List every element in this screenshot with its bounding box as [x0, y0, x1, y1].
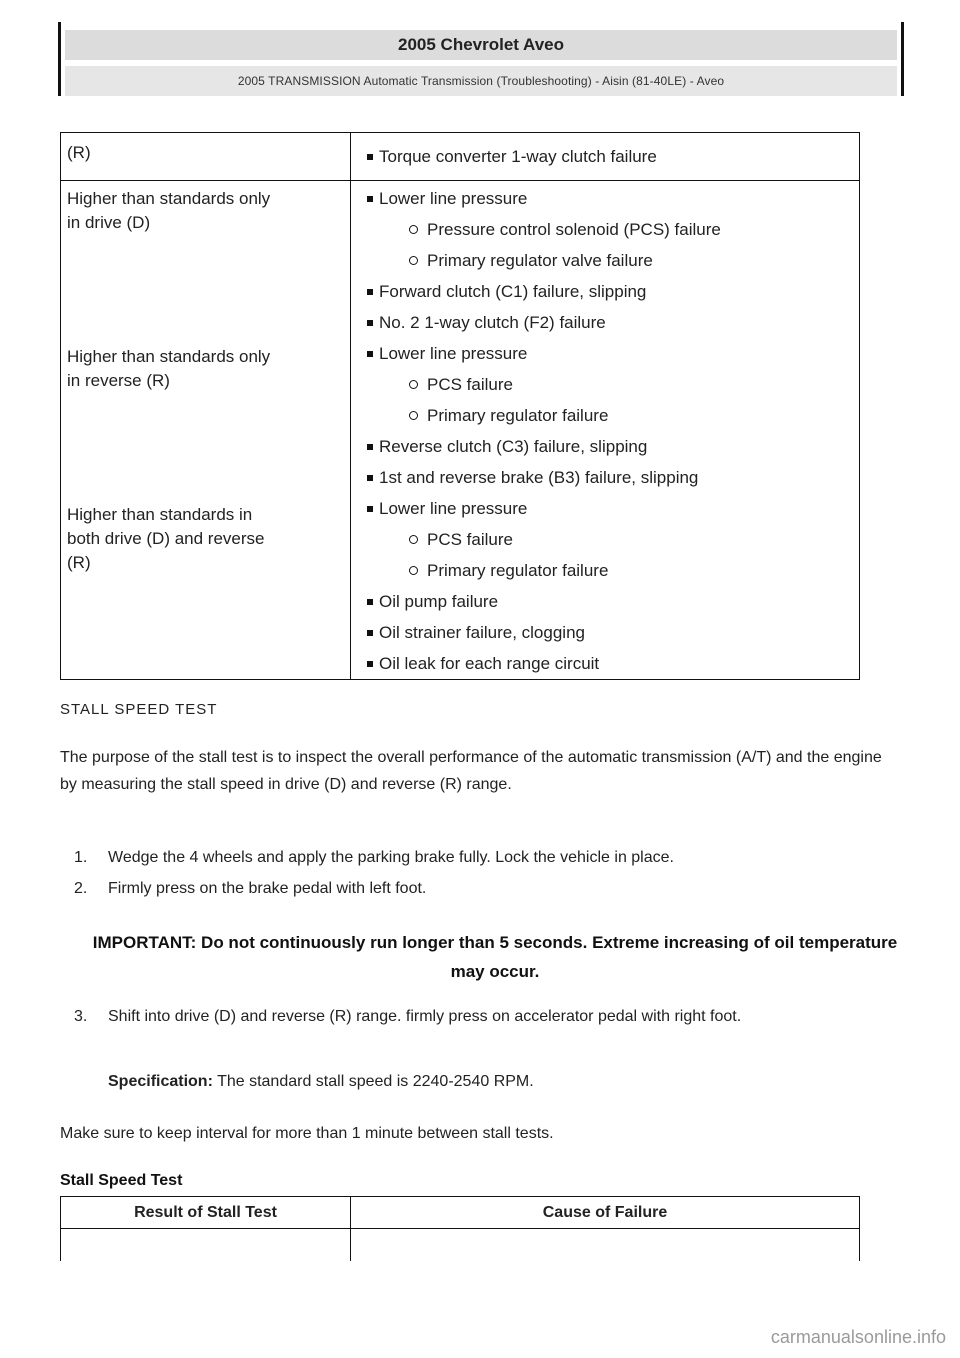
sub-cause: Primary regulator failure: [409, 555, 859, 586]
header-title: 2005 Chevrolet Aveo: [65, 30, 897, 60]
cause-bullet: [367, 183, 859, 276]
result-text: (R): [67, 553, 91, 572]
step-item: [60, 844, 890, 871]
result-cell: [61, 133, 351, 181]
step-number: 3.: [74, 1008, 88, 1025]
sub-cause: PCS failure: [409, 369, 859, 400]
cause-cell: [351, 133, 860, 181]
cause-bullet: [367, 493, 859, 586]
cause-text: Lower line pressure: [379, 189, 528, 208]
result-text: in reverse (R): [67, 371, 170, 390]
step-item: [60, 875, 890, 902]
procedure-steps: [60, 1003, 890, 1031]
table-cell: [351, 1229, 860, 1261]
step-text: Firmly press on the brake pedal with left foot.: [108, 880, 427, 897]
page-header: [58, 22, 904, 96]
cause-bullet: 1st and reverse brake (B3) failure, slipping: [367, 462, 859, 493]
sub-cause: PCS failure: [409, 524, 859, 555]
column-header: Result of Stall Test: [61, 1197, 351, 1229]
result-text: both drive (D) and reverse: [67, 529, 265, 548]
table-cell: [61, 1229, 351, 1261]
cause-bullet: Oil leak for each range circuit: [367, 648, 859, 679]
interval-note: Make sure to keep interval for more than 1 minute between stall tests.: [60, 1125, 554, 1142]
step-item: [60, 1003, 890, 1031]
cause-bullet: No. 2 1-way clutch (F2) failure: [367, 307, 859, 338]
cause-bullet: [367, 338, 859, 431]
cause-bullet: Forward clutch (C1) failure, slipping: [367, 276, 859, 307]
result-text: in drive (D): [67, 213, 151, 232]
result-cell: [61, 181, 351, 680]
column-header: Cause of Failure: [351, 1197, 860, 1229]
spec-label: Specification:: [108, 1073, 213, 1090]
result-text: Higher than standards only: [67, 347, 271, 366]
result-text: (R): [67, 143, 91, 162]
watermark: carmanualsonline.info: [770, 1327, 946, 1347]
table-title: Stall Speed Test: [60, 1172, 183, 1189]
important-note: IMPORTANT: Do not continuously run longer than 5 seconds. Extreme increasing of oil temperature may occur.: [92, 933, 898, 981]
spec-text: The standard stall speed is 2240-2540 RPM.: [217, 1073, 534, 1090]
section-title: STALL SPEED TEST: [60, 701, 218, 718]
cause-bullet: Oil pump failure: [367, 586, 859, 617]
header-subtitle: 2005 TRANSMISSION Automatic Transmission (Troubleshooting) - Aisin (81-40LE) - Aveo: [65, 66, 897, 96]
step-text: Wedge the 4 wheels and apply the parking brake fully. Lock the vehicle in place.: [108, 849, 674, 866]
sub-cause: Primary regulator failure: [409, 400, 859, 431]
cause-bullet: Reverse clutch (C3) failure, slipping: [367, 431, 859, 462]
stall-cause-table: [60, 132, 860, 680]
step-number: 1.: [74, 849, 88, 866]
sub-cause: Primary regulator valve failure: [409, 245, 859, 276]
result-text: Higher than standards in: [67, 505, 253, 524]
result-text: Higher than standards only: [67, 189, 271, 208]
table-row: [61, 133, 860, 181]
cause-cell: [351, 181, 860, 680]
table-row: [61, 181, 860, 680]
intro-paragraph: The purpose of the stall test is to inspect the overall performance of the automatic transmission (A/T) and the engine by measuring the stall speed in drive (D) and reverse (R) range.: [60, 749, 882, 793]
cause-text: Lower line pressure: [379, 344, 528, 363]
cause-text: Lower line pressure: [379, 499, 528, 518]
cause-bullet: Torque converter 1-way clutch failure: [367, 141, 859, 172]
sub-cause: Pressure control solenoid (PCS) failure: [409, 214, 859, 245]
cause-bullet: Oil strainer failure, clogging: [367, 617, 859, 648]
table-row: [61, 1229, 860, 1261]
specification: [108, 1073, 534, 1091]
stall-speed-table: [60, 1196, 860, 1261]
procedure-steps: [60, 844, 890, 906]
step-text: Shift into drive (D) and reverse (R) range. firmly press on accelerator pedal with right foot.: [108, 1008, 742, 1025]
table-header-row: [61, 1197, 860, 1229]
step-number: 2.: [74, 880, 88, 897]
